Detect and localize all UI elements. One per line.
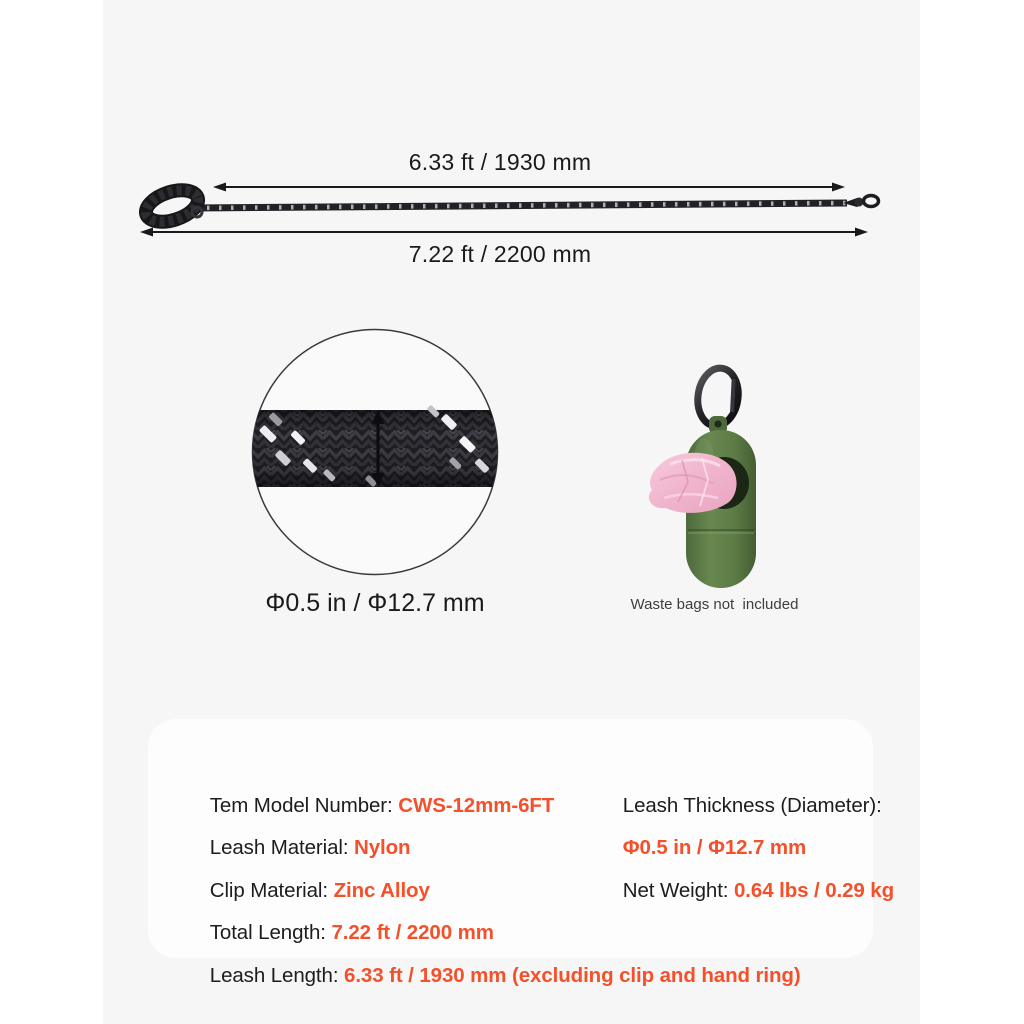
spec-label: Leash Material: xyxy=(209,836,355,859)
spec-value: 0.64 lbs / 0.29 kg xyxy=(734,878,895,902)
spec-label: Tem Model Number: xyxy=(209,793,399,817)
spec-value: Zinc Alloy xyxy=(333,878,430,902)
spec-value: 6.33 ft / 1930 mm (excluding clip and hand ring) xyxy=(344,963,801,987)
spec-right-column xyxy=(578,742,895,902)
dispenser-caption: Waste bags not included xyxy=(630,596,799,613)
leash-handle-loop xyxy=(142,184,202,227)
spec-label: Leash Thickness (Diameter): xyxy=(622,793,882,817)
leash-snap-clip xyxy=(843,196,879,208)
leash-rope xyxy=(195,203,847,208)
spec-value: Φ0.5 in / Φ12.7 mm xyxy=(622,836,807,859)
upper-dimension-arrow xyxy=(213,183,845,192)
spec-value: Nylon xyxy=(354,836,411,859)
pink-waste-bag xyxy=(649,453,737,513)
spec-label: Leash Length: xyxy=(209,963,345,987)
spec-row-thickness-label xyxy=(578,742,894,817)
spec-label: Clip Material: xyxy=(209,878,334,902)
rope-thickness-illustration xyxy=(245,322,505,582)
lower-dimension-label: 7.22 ft / 2200 mm xyxy=(408,241,592,267)
spec-label: Total Length: xyxy=(209,921,332,944)
upper-dimension-label: 6.33 ft / 1930 mm xyxy=(408,149,592,175)
lower-dimension-arrow xyxy=(140,228,868,237)
spec-value: 7.22 ft / 2200 mm xyxy=(331,921,494,944)
thickness-dimension-label: Φ0.5 in / Φ12.7 mm xyxy=(265,589,485,617)
spec-value: CWS-12mm-6FT xyxy=(398,793,555,817)
spec-card xyxy=(148,719,895,987)
spec-label: Net Weight: xyxy=(622,878,734,902)
waste-bag-dispenser-illustration xyxy=(630,352,800,597)
